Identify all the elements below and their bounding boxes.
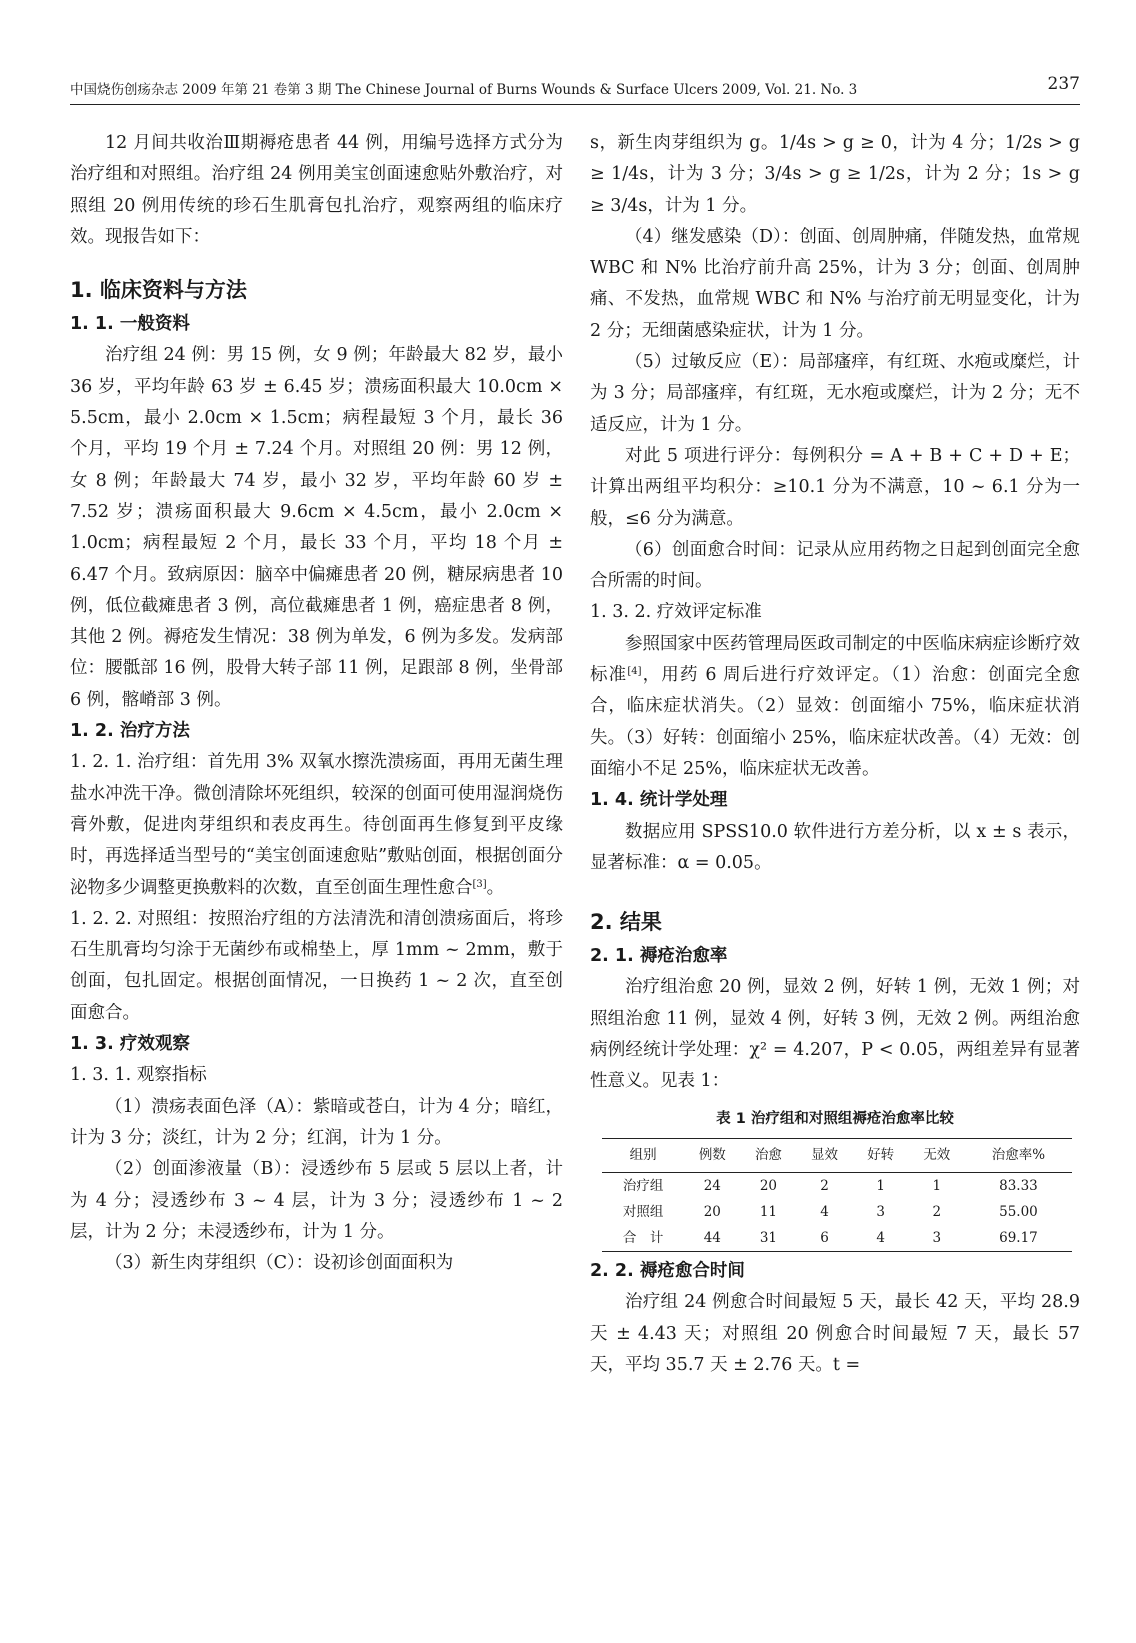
- table-cell: 4: [876, 1229, 885, 1246]
- cure-rate-paragraph: 治疗组治愈 20 例，显效 2 例，好转 1 例，无效 1 例；对照组治愈 11 例，显效 4 例，好转 3 例，无效 2 例。两组治愈病例经统计学处理：χ² = 4.207，P < 0.05，两组差异有显著性意义。见表 1：: [590, 977, 1080, 1092]
- criterion-a-paragraph: （1）溃疡表面色泽（A）：紫暗或苍白，计为 4 分；暗红，计为 3 分；淡红，计为 2 分；红润，计为 1 分。: [70, 1096, 563, 1148]
- intro-paragraph: 12 月间共收治Ⅲ期褥疮患者 44 例，用编号选择方式分为治疗组和对照组。治疗组 24 例用美宝创面速愈贴外敷治疗，对照组 20 例用传统的珍石生肌膏包扎治疗，观察两组的临床疗效。现报告如下：: [70, 133, 563, 247]
- section-1-3-heading: 1. 3. 疗效观察: [70, 1034, 190, 1055]
- table-header-cell: 好转: [867, 1146, 895, 1163]
- table-header-cell: 显效: [811, 1146, 839, 1163]
- criterion-c-paragraph: （3）新生肉芽组织（C）：设初诊创面面积为: [105, 1253, 454, 1274]
- table-row: [602, 1172, 1072, 1199]
- section-2-2-heading: 2. 2. 褥疮愈合时间: [590, 1260, 745, 1281]
- table-header-row: [602, 1138, 1072, 1172]
- efficacy-standard-text: 参照国家中医药管理局医政司制定的中医临床病症诊断疗效标准: [590, 633, 1080, 686]
- section-1-2-heading: 1. 2. 治疗方法: [70, 721, 190, 742]
- criterion-b-paragraph: （2）创面渗液量（B）：浸透纱布 5 层或 5 层以上者，计为 4 分；浸透纱布 3 ~ 4 层，计为 3 分；浸透纱布 1 ~ 2 层，计为 2 分；未浸透纱布，计为 1 分。: [70, 1159, 563, 1242]
- treatment-group-text: 1. 2. 1. 治疗组：首先用 3% 双氧水擦洗溃疡面，再用无菌生理盐水冲洗干净。微创清除坏死组织，较深的创面可使用湿润烧伤膏外敷，促进肉芽组织和表皮再生。待创面再生修复到平皮缘时，再选择适当型号的“美宝创面速愈贴”敷贴创面，根据创面分泌物多少调整更换敷料的次数，直至创面生理性愈合: [70, 752, 563, 898]
- section-1-3-1-heading: 1. 3. 1. 观察指标: [70, 1065, 207, 1086]
- table-cell: 20: [703, 1203, 721, 1220]
- table-cell: 31: [759, 1229, 778, 1246]
- table-header-cell: 治愈: [754, 1146, 782, 1163]
- table-row: [602, 1225, 1072, 1252]
- criterion-e-paragraph: （5）过敏反应（E）：局部瘙痒，有红斑、水疱或糜烂，计为 3 分；局部瘙痒，有红斑，无水疱或糜烂，计为 2 分；无不适反应，计为 1 分。: [590, 352, 1080, 435]
- table-header-cell: 无效: [923, 1146, 951, 1163]
- table-cell: 1: [932, 1177, 942, 1194]
- table-cell: 3: [876, 1203, 885, 1220]
- table-cell: 2: [820, 1177, 829, 1194]
- table-cell: 3: [932, 1229, 942, 1246]
- running-header: [70, 74, 1080, 105]
- scoring-paragraph: 对此 5 项进行评分：每例积分 = A + B + C + D + E；计算出两组平均积分：≥10.1 分为不满意，10 ~ 6.1 分为一般，≤6 分为满意。: [590, 445, 1080, 529]
- table-cell: 83.33: [999, 1177, 1038, 1194]
- treatment-group-paragraph: [70, 747, 563, 903]
- citation-ref-3: [3]: [472, 878, 487, 890]
- table-cell: 20: [759, 1177, 778, 1194]
- table-1-caption: 表 1 治疗组和对照组褥疮治愈率比较: [716, 1110, 954, 1127]
- page-number: 237: [1047, 74, 1080, 94]
- healing-time-criterion: （6）创面愈合时间：记录从应用药物之日起到创面完全愈合所需的时间。: [590, 539, 1080, 592]
- section-1-heading: 1. 临床资料与方法: [70, 278, 247, 303]
- journal-title: 中国烧伤创疡杂志 2009 年第 21 卷第 3 期 The Chinese Journal of Burns Wounds & Surface Ulcers 2009, Vol. 21. No. 3: [70, 82, 858, 98]
- table-cell: 24: [703, 1177, 721, 1194]
- table-cell: 11: [759, 1203, 778, 1220]
- table-header-cell: 例数: [698, 1146, 726, 1163]
- table-cell: 55.00: [999, 1203, 1038, 1220]
- section-2-heading: 2. 结果: [590, 910, 662, 935]
- treatment-group-end: 。: [486, 877, 505, 898]
- general-data-paragraph: 治疗组 24 例：男 15 例，女 9 例；年龄最大 82 岁，最小 36 岁，平均年龄 63 岁 ± 6.45 岁；溃疡面积最大 10.0cm × 5.5cm，最小 2.0cm × 1.5cm；病程最短 3 个月，最长 36 个月，平均 19 个月 ± 7.24 个月。对照组 20 例：男 12 例，女 8 例；年龄最大 74 岁，最小 32 岁，平均年龄 60 岁 ± 7.52 岁；溃疡面积最大 9.6cm × 4.5cm，最小 2.0cm × 1.0cm；病程最短 2 个月，最长 33 个月，平均 18 个月 ± 6.47 个月。致病原因：脑卒中偏瘫患者 20 例，糖尿病患者 10 例，低位截瘫患者 3 例，高位截瘫患者 1 例，癌症患者 8 例，其他 2 例。褥疮发生情况：38 例为单发，6 例为多发。发病部位：腰骶部 16 例，股骨大转子部 11 例，足跟部 8 例，坐骨部 6 例，髂嵴部 3 例。: [70, 345, 563, 710]
- section-1-1-heading: 1. 1. 一般资料: [70, 314, 190, 335]
- table-header-cell: 治愈率%: [991, 1146, 1046, 1163]
- table-cell: 2: [932, 1203, 942, 1220]
- table-cell: 44: [703, 1229, 721, 1246]
- section-1-3-2-heading: 1. 3. 2. 疗效评定标准: [590, 602, 762, 623]
- table-cell: 治疗组: [622, 1177, 664, 1194]
- efficacy-standard-paragraph: [590, 629, 1080, 785]
- healing-time-paragraph: 治疗组 24 例愈合时间最短 5 天，最长 42 天，平均 28.9 天 ± 4.43 天；对照组 20 例愈合时间最短 7 天，最长 57 天，平均 35.7 天 ± 2.76 天。t =: [590, 1292, 1080, 1375]
- efficacy-standard-end: ，用药 6 周后进行疗效评定。（1）治愈：创面完全愈合，临床症状消失。（2）显效：创面缩小 75%，临床症状消失。（3）好转：创面缩小 25%，临床症状改善。（4）无效：创面缩小不足 25%，临床症状无改善。: [590, 665, 1080, 779]
- section-1-4-heading: 1. 4. 统计学处理: [590, 790, 728, 811]
- table-header-cell: 组别: [629, 1146, 657, 1163]
- table-row: [602, 1199, 1072, 1225]
- statistics-paragraph: 数据应用 SPSS10.0 软件进行方差分析，以 x ± s 表示，显著标准：α = 0.05。: [590, 821, 1080, 873]
- cure-rate-table: [602, 1138, 1072, 1252]
- table-cell: 合 计: [622, 1229, 664, 1246]
- right-column: [590, 128, 1080, 1381]
- criterion-c-continued: s，新生肉芽组织为 g。1/4s > g ≥ 0，计为 4 分；1/2s > g ≥ 1/4s，计为 3 分；3/4s > g ≥ 1/2s，计为 2 分；1s > g ≥ 3/4s，计为 1 分。: [590, 133, 1080, 216]
- table-cell: 4: [820, 1203, 829, 1220]
- citation-ref-4: [4]: [627, 666, 642, 678]
- table-cell: 1: [876, 1177, 885, 1194]
- section-2-1-heading: 2. 1. 褥疮治愈率: [590, 946, 728, 967]
- table-cell: 对照组: [622, 1203, 664, 1220]
- criterion-d-paragraph: （4）继发感染（D）：创面、创周肿痛，伴随发热，血常规 WBC 和 N% 比治疗前升高 25%，计为 3 分；创面、创周肿痛、不发热，血常规 WBC 和 N% 与治疗前无明显变化，计为 2 分；无细菌感染症状，计为 1 分。: [590, 226, 1080, 341]
- left-column: [70, 128, 563, 1279]
- control-group-paragraph: 1. 2. 2. 对照组：按照治疗组的方法清洗和清创溃疡面后，将珍石生肌膏均匀涂于无菌纱布或棉垫上，厚 1mm ~ 2mm，敷于创面，包扎固定。根据创面情况，一日换药 1 ~ 2 次，直至创面愈合。: [70, 908, 563, 1023]
- table-cell: 69.17: [999, 1229, 1038, 1246]
- table-cell: 6: [820, 1229, 829, 1246]
